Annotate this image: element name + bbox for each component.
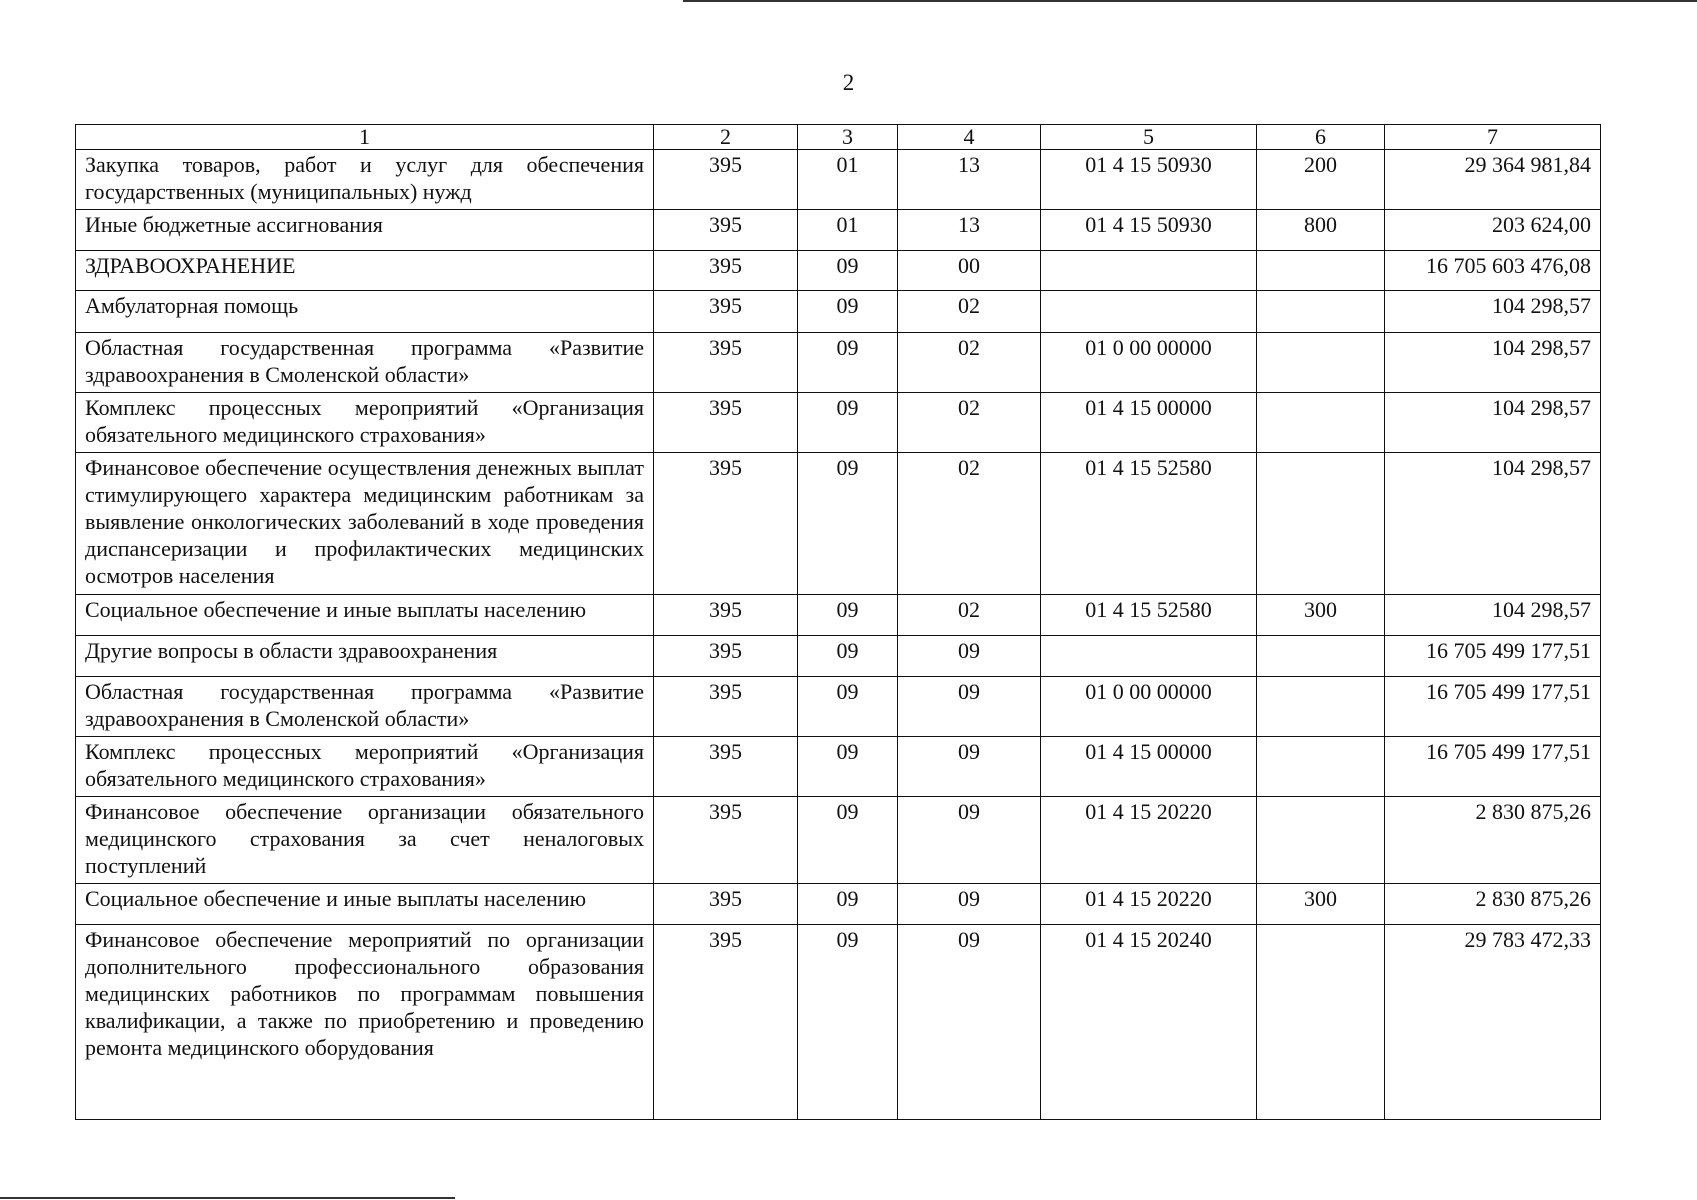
subsection-code: 02 — [898, 595, 1041, 636]
expense-name: Социальное обеспечение и иные выплаты населению — [76, 884, 654, 925]
expense-type-code: 300 — [1257, 595, 1385, 636]
scan-edge-top — [683, 0, 1697, 2]
amount: 104 298,57 — [1385, 595, 1601, 636]
column-header: 4 — [898, 125, 1041, 150]
target-article-code: 01 0 00 00000 — [1041, 677, 1257, 737]
expense-type-code — [1257, 333, 1385, 393]
section-code: 09 — [798, 251, 898, 291]
target-article-code: 01 4 15 20220 — [1041, 884, 1257, 925]
subsection-code: 09 — [898, 797, 1041, 884]
subsection-code: 13 — [898, 210, 1041, 251]
expense-name: Социальное обеспечение и иные выплаты населению — [76, 595, 654, 636]
subsection-code: 09 — [898, 925, 1041, 1120]
amount: 104 298,57 — [1385, 453, 1601, 595]
section-code: 01 — [798, 150, 898, 210]
expense-name: Закупка товаров, работ и услуг для обеспечения государственных (муниципальных) нужд — [76, 150, 654, 210]
amount: 104 298,57 — [1385, 291, 1601, 333]
table-header-row — [76, 125, 1601, 150]
ministry-code: 395 — [654, 925, 798, 1120]
section-code: 09 — [798, 393, 898, 453]
section-code: 09 — [798, 453, 898, 595]
expense-type-code — [1257, 797, 1385, 884]
section-code: 09 — [798, 677, 898, 737]
table-row — [76, 677, 1601, 737]
subsection-code: 09 — [898, 884, 1041, 925]
amount: 16 705 603 476,08 — [1385, 251, 1601, 291]
table-row — [76, 737, 1601, 797]
target-article-code: 01 4 15 00000 — [1041, 737, 1257, 797]
amount: 2 830 875,26 — [1385, 797, 1601, 884]
subsection-code: 09 — [898, 636, 1041, 677]
ministry-code: 395 — [654, 595, 798, 636]
expense-type-code — [1257, 636, 1385, 677]
target-article-code: 01 4 15 50930 — [1041, 210, 1257, 251]
amount: 2 830 875,26 — [1385, 884, 1601, 925]
section-code: 09 — [798, 595, 898, 636]
expense-type-code: 300 — [1257, 884, 1385, 925]
subsection-code: 02 — [898, 453, 1041, 595]
table-row — [76, 453, 1601, 595]
column-header: 2 — [654, 125, 798, 150]
expense-name: Амбулаторная помощь — [76, 291, 654, 333]
target-article-code — [1041, 251, 1257, 291]
subsection-code: 02 — [898, 393, 1041, 453]
table-row — [76, 150, 1601, 210]
table-row — [76, 636, 1601, 677]
ministry-code: 395 — [654, 453, 798, 595]
target-article-code: 01 4 15 52580 — [1041, 595, 1257, 636]
table-row — [76, 291, 1601, 333]
ministry-code: 395 — [654, 677, 798, 737]
expense-name: Областная государственная программа «Развитие здравоохранения в Смоленской области» — [76, 677, 654, 737]
target-article-code: 01 4 15 52580 — [1041, 453, 1257, 595]
table-row — [76, 595, 1601, 636]
amount: 16 705 499 177,51 — [1385, 636, 1601, 677]
table-row — [76, 333, 1601, 393]
expense-name: Иные бюджетные ассигнования — [76, 210, 654, 251]
amount: 203 624,00 — [1385, 210, 1601, 251]
table-row — [76, 210, 1601, 251]
table-row — [76, 925, 1601, 1120]
column-header: 1 — [76, 125, 654, 150]
ministry-code: 395 — [654, 737, 798, 797]
target-article-code — [1041, 636, 1257, 677]
section-code: 09 — [798, 925, 898, 1120]
table-row — [76, 797, 1601, 884]
amount: 16 705 499 177,51 — [1385, 737, 1601, 797]
target-article-code: 01 0 00 00000 — [1041, 333, 1257, 393]
amount: 104 298,57 — [1385, 333, 1601, 393]
subsection-code: 02 — [898, 291, 1041, 333]
column-header: 7 — [1385, 125, 1601, 150]
expense-type-code — [1257, 677, 1385, 737]
expense-type-code — [1257, 291, 1385, 333]
ministry-code: 395 — [654, 150, 798, 210]
expense-type-code — [1257, 251, 1385, 291]
target-article-code — [1041, 291, 1257, 333]
amount: 104 298,57 — [1385, 393, 1601, 453]
expense-name: Другие вопросы в области здравоохранения — [76, 636, 654, 677]
column-header: 3 — [798, 125, 898, 150]
section-code: 01 — [798, 210, 898, 251]
target-article-code: 01 4 15 20220 — [1041, 797, 1257, 884]
expense-name: ЗДРАВООХРАНЕНИЕ — [76, 251, 654, 291]
expense-name: Финансовое обеспечение мероприятий по организации дополнительного профессионального образования медицинских работников по программам повышения квалификации, а также по приобретению и проведению ремонта медицинского оборудования — [76, 925, 654, 1120]
ministry-code: 395 — [654, 210, 798, 251]
ministry-code: 395 — [654, 291, 798, 333]
subsection-code: 02 — [898, 333, 1041, 393]
ministry-code: 395 — [654, 636, 798, 677]
expense-type-code — [1257, 453, 1385, 595]
expense-name: Финансовое обеспечение осуществления денежных выплат стимулирующего характера медицинским работникам за выявление онкологических заболеваний в ходе проведения диспансеризации и профилактических медицинских осмотров населения — [76, 453, 654, 595]
section-code: 09 — [798, 884, 898, 925]
table-row — [76, 393, 1601, 453]
target-article-code: 01 4 15 20240 — [1041, 925, 1257, 1120]
expense-name: Комплекс процессных мероприятий «Организация обязательного медицинского страхования» — [76, 393, 654, 453]
expense-name: Областная государственная программа «Развитие здравоохранения в Смоленской области» — [76, 333, 654, 393]
amount: 29 783 472,33 — [1385, 925, 1601, 1120]
expense-type-code — [1257, 737, 1385, 797]
page-number: 2 — [842, 70, 855, 95]
expense-type-code — [1257, 393, 1385, 453]
table-row — [76, 251, 1601, 291]
section-code: 09 — [798, 737, 898, 797]
amount: 29 364 981,84 — [1385, 150, 1601, 210]
ministry-code: 395 — [654, 333, 798, 393]
section-code: 09 — [798, 797, 898, 884]
section-code: 09 — [798, 333, 898, 393]
expense-type-code: 800 — [1257, 210, 1385, 251]
ministry-code: 395 — [654, 797, 798, 884]
scan-edge-bottom — [0, 1197, 455, 1199]
budget-table — [75, 124, 1601, 1120]
expense-type-code: 200 — [1257, 150, 1385, 210]
target-article-code: 01 4 15 50930 — [1041, 150, 1257, 210]
subsection-code: 09 — [898, 737, 1041, 797]
expense-name: Комплекс процессных мероприятий «Организация обязательного медицинского страхования» — [76, 737, 654, 797]
subsection-code: 00 — [898, 251, 1041, 291]
target-article-code: 01 4 15 00000 — [1041, 393, 1257, 453]
subsection-code: 09 — [898, 677, 1041, 737]
section-code: 09 — [798, 636, 898, 677]
column-header: 5 — [1041, 125, 1257, 150]
column-header: 6 — [1257, 125, 1385, 150]
table-row — [76, 884, 1601, 925]
subsection-code: 13 — [898, 150, 1041, 210]
expense-type-code — [1257, 925, 1385, 1120]
expense-name: Финансовое обеспечение организации обязательного медицинского страхования за счет неналоговых поступлений — [76, 797, 654, 884]
ministry-code: 395 — [654, 393, 798, 453]
amount: 16 705 499 177,51 — [1385, 677, 1601, 737]
ministry-code: 395 — [654, 884, 798, 925]
ministry-code: 395 — [654, 251, 798, 291]
section-code: 09 — [798, 291, 898, 333]
